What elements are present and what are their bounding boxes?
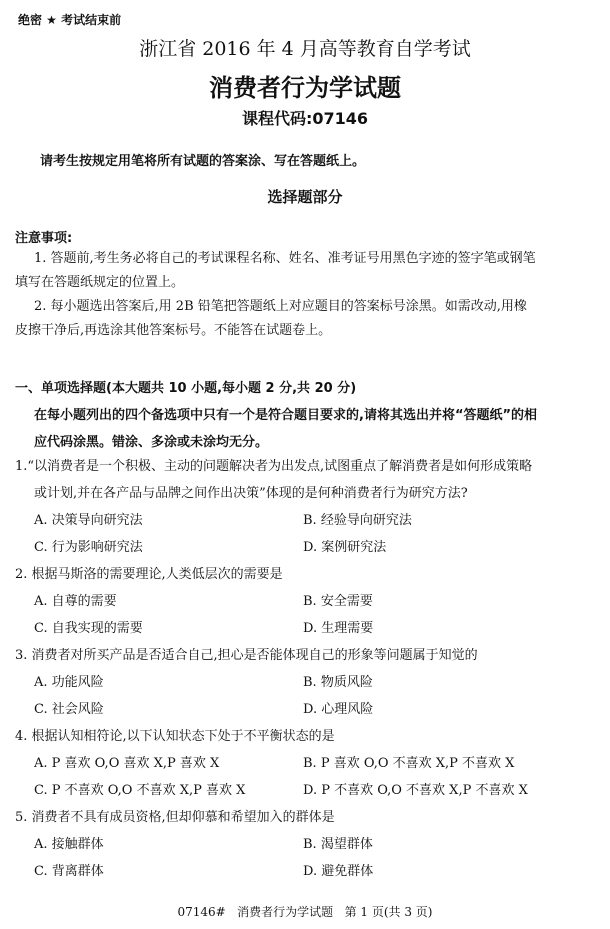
question-5-stem: 5. 消费者不具有成员资格,但却仰慕和希望加入的群体是 bbox=[15, 810, 335, 825]
question-4-option-c: C. P 不喜欢 O,O 不喜欢 X,P 喜欢 X bbox=[34, 783, 246, 798]
question-3-option-a: A. 功能风险 bbox=[34, 675, 104, 690]
note-1-line-2: 填写在答题纸规定的位置上。 bbox=[15, 275, 185, 290]
note-2-line-1: 2. 每小题选出答案后,用 2B 铅笔把答题纸上对应题目的答案标号涂黑。如需改动,用橡 bbox=[34, 299, 527, 314]
question-1-option-c: C. 行为影响研究法 bbox=[34, 540, 143, 555]
note-2-line-2: 皮擦干净后,再选涂其他答案标号。不能答在试题卷上。 bbox=[15, 323, 332, 338]
question-1-option-d: D. 案例研究法 bbox=[303, 540, 387, 555]
note-1-line-1: 1. 答题前,考生务必将自己的考试课程名称、姓名、准考证号用黑色字迹的签字笔或钢笔 bbox=[34, 251, 536, 266]
question-3-stem: 3. 消费者对所买产品是否适合自己,担心是否能体现自己的形象等问题属于知觉的 bbox=[15, 648, 478, 663]
part1-title: 一、单项选择题(本大题共 10 小题,每小题 2 分,共 20 分) bbox=[15, 381, 357, 396]
question-2-option-a: A. 自尊的需要 bbox=[34, 594, 117, 609]
question-2-stem: 2. 根据马斯洛的需要理论,人类低层次的需要是 bbox=[15, 567, 283, 582]
question-3-option-c: C. 社会风险 bbox=[34, 702, 104, 717]
question-4-stem: 4. 根据认知相符论,以下认知状态下处于不平衡状态的是 bbox=[15, 729, 335, 744]
page-footer: 07146# 消费者行为学试题 第 1 页(共 3 页) bbox=[177, 905, 433, 919]
question-2-option-b: B. 安全需要 bbox=[303, 594, 373, 609]
notes-label: 注意事项: bbox=[15, 231, 73, 246]
question-1-option-b: B. 经验导向研究法 bbox=[303, 513, 412, 528]
part1-desc-line-1: 在每小题列出的四个备选项中只有一个是符合题目要求的,请将其选出并将“答题纸”的相 bbox=[34, 408, 538, 423]
question-5-option-b: B. 渴望群体 bbox=[303, 837, 373, 852]
question-2-option-c: C. 自我实现的需要 bbox=[34, 621, 143, 636]
secret-mark: 绝密 ★ 考试结束前 bbox=[18, 13, 122, 27]
question-1-stem-line-1: 1.“以消费者是一个积极、主动的问题解决者为出发点,试图重点了解消费者是如何形成策略 bbox=[15, 459, 533, 474]
question-1-stem-line-2: 或计划,并在各产品与品牌之间作出决策”体现的是何种消费者行为研究方法? bbox=[34, 486, 468, 501]
question-4-option-b: B. P 喜欢 O,O 不喜欢 X,P 不喜欢 X bbox=[303, 756, 515, 771]
section-heading: 选择题部分 bbox=[267, 188, 343, 206]
subject-title: 消费者行为学试题 bbox=[209, 74, 401, 102]
question-5-option-c: C. 背离群体 bbox=[34, 864, 104, 879]
question-4-option-a: A. P 喜欢 O,O 喜欢 X,P 喜欢 X bbox=[34, 756, 220, 771]
part1-desc-line-2: 应代码涂黑。错涂、多涂或未涂均无分。 bbox=[34, 435, 269, 450]
question-3-option-d: D. 心理风险 bbox=[303, 702, 374, 717]
question-3-option-b: B. 物质风险 bbox=[303, 675, 373, 690]
question-2-option-d: D. 生理需要 bbox=[303, 621, 374, 636]
question-5-option-a: A. 接触群体 bbox=[34, 837, 104, 852]
course-code: 课程代码:07146 bbox=[241, 109, 369, 128]
question-1-option-a: A. 决策导向研究法 bbox=[34, 513, 143, 528]
exam-title: 浙江省 2016 年 4 月高等教育自学考试 bbox=[139, 38, 471, 60]
question-5-option-d: D. 避免群体 bbox=[303, 864, 374, 879]
question-4-option-d: D. P 不喜欢 O,O 不喜欢 X,P 不喜欢 X bbox=[303, 783, 528, 798]
answer-instruction: 请考生按规定用笔将所有试题的答案涂、写在答题纸上。 bbox=[40, 154, 366, 169]
